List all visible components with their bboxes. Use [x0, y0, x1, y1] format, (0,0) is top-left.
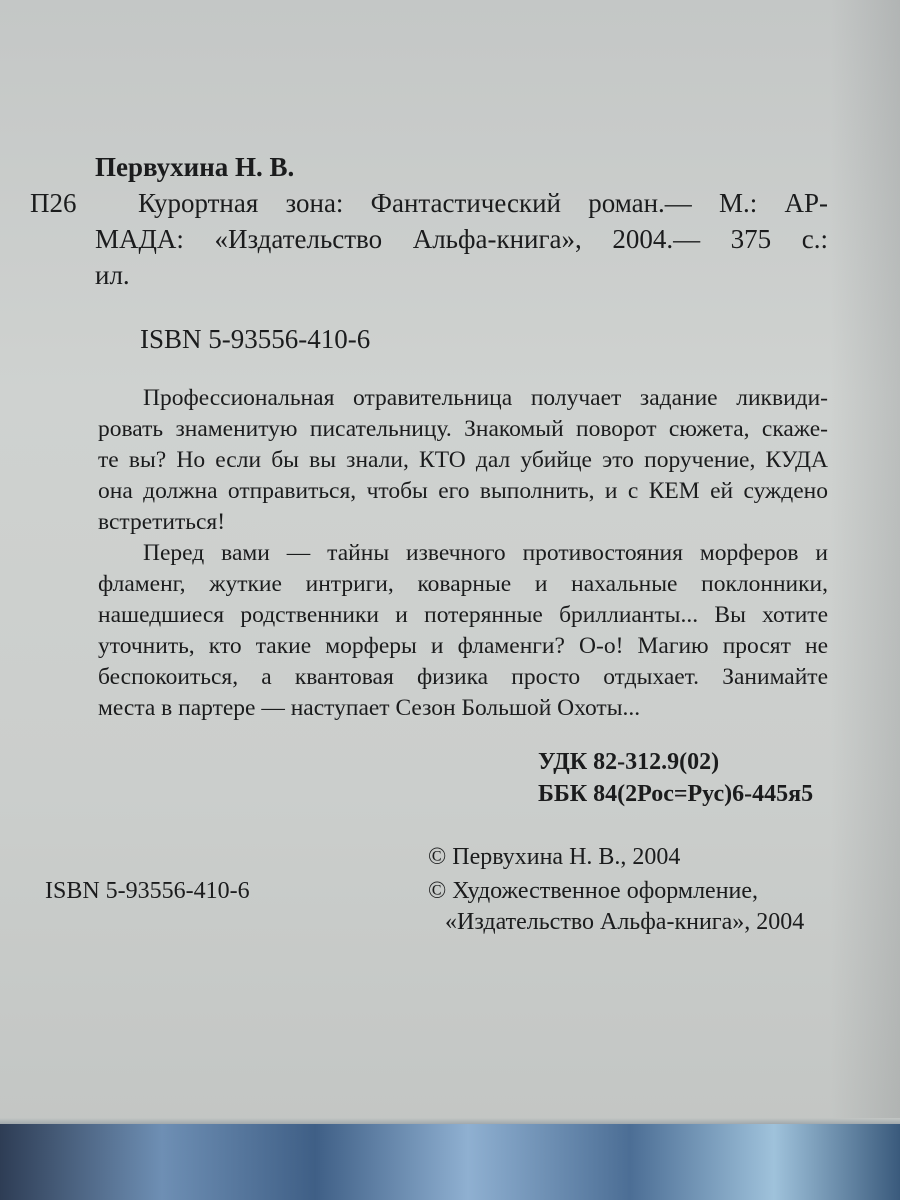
classmark: П26	[30, 188, 77, 218]
page-shadow	[830, 0, 900, 1128]
author-heading: Первухина Н. В.	[95, 152, 295, 182]
bib-line-2: МАДА: «Издательство Альфа-книга», 2004.— 375 с.:	[95, 224, 828, 254]
annotation-line: беспокоиться, а квантовая физика просто отдыхает. Занимайте	[98, 664, 828, 690]
annotation-line: встретиться!	[98, 509, 226, 535]
bbk-code: ББК 84(2Рос=Рус)6-445я5	[538, 781, 814, 807]
copyright-design: © Художественное оформление,	[428, 878, 759, 904]
copyright-publisher: «Издательство Альфа-книга», 2004	[445, 909, 805, 935]
bib-line-1: Курортная зона: Фантастический роман.— М.: АР-	[138, 188, 828, 218]
copyright-author: © Первухина Н. В., 2004	[428, 844, 681, 870]
annotation-line: места в партере — наступает Сезон Большой Охоты...	[98, 695, 641, 721]
book-cover	[0, 1124, 900, 1200]
annotation-line: Перед вами — тайны извечного противостояния морферов и	[143, 540, 828, 566]
udk-code: УДК 82-312.9(02)	[538, 749, 720, 775]
annotation-line: ровать знаменитую писательницу. Знакомый поворот сюжета, скаже-	[98, 416, 828, 442]
isbn-bottom: ISBN 5-93556-410-6	[45, 878, 250, 904]
annotation-line: те вы? Но если бы вы знали, КТО дал убийце это поручение, КУДА	[98, 447, 828, 473]
annotation-line: нашедшиеся родственники и потерянные бриллианты... Вы хотите	[98, 602, 828, 628]
bib-line-3: ил.	[95, 260, 130, 290]
isbn-top: ISBN 5-93556-410-6	[140, 324, 371, 354]
annotation-line: фламенг, жуткие интриги, коварные и нахальные поклонники,	[98, 571, 828, 597]
annotation-line: она должна отправиться, чтобы его выполнить, и с КЕМ ей суждено	[98, 478, 828, 504]
annotation-line: Профессиональная отравительница получает задание ликвиди-	[143, 385, 828, 411]
annotation-line: уточнить, кто такие морферы и фламенги? О-о! Магию просят не	[98, 633, 828, 659]
